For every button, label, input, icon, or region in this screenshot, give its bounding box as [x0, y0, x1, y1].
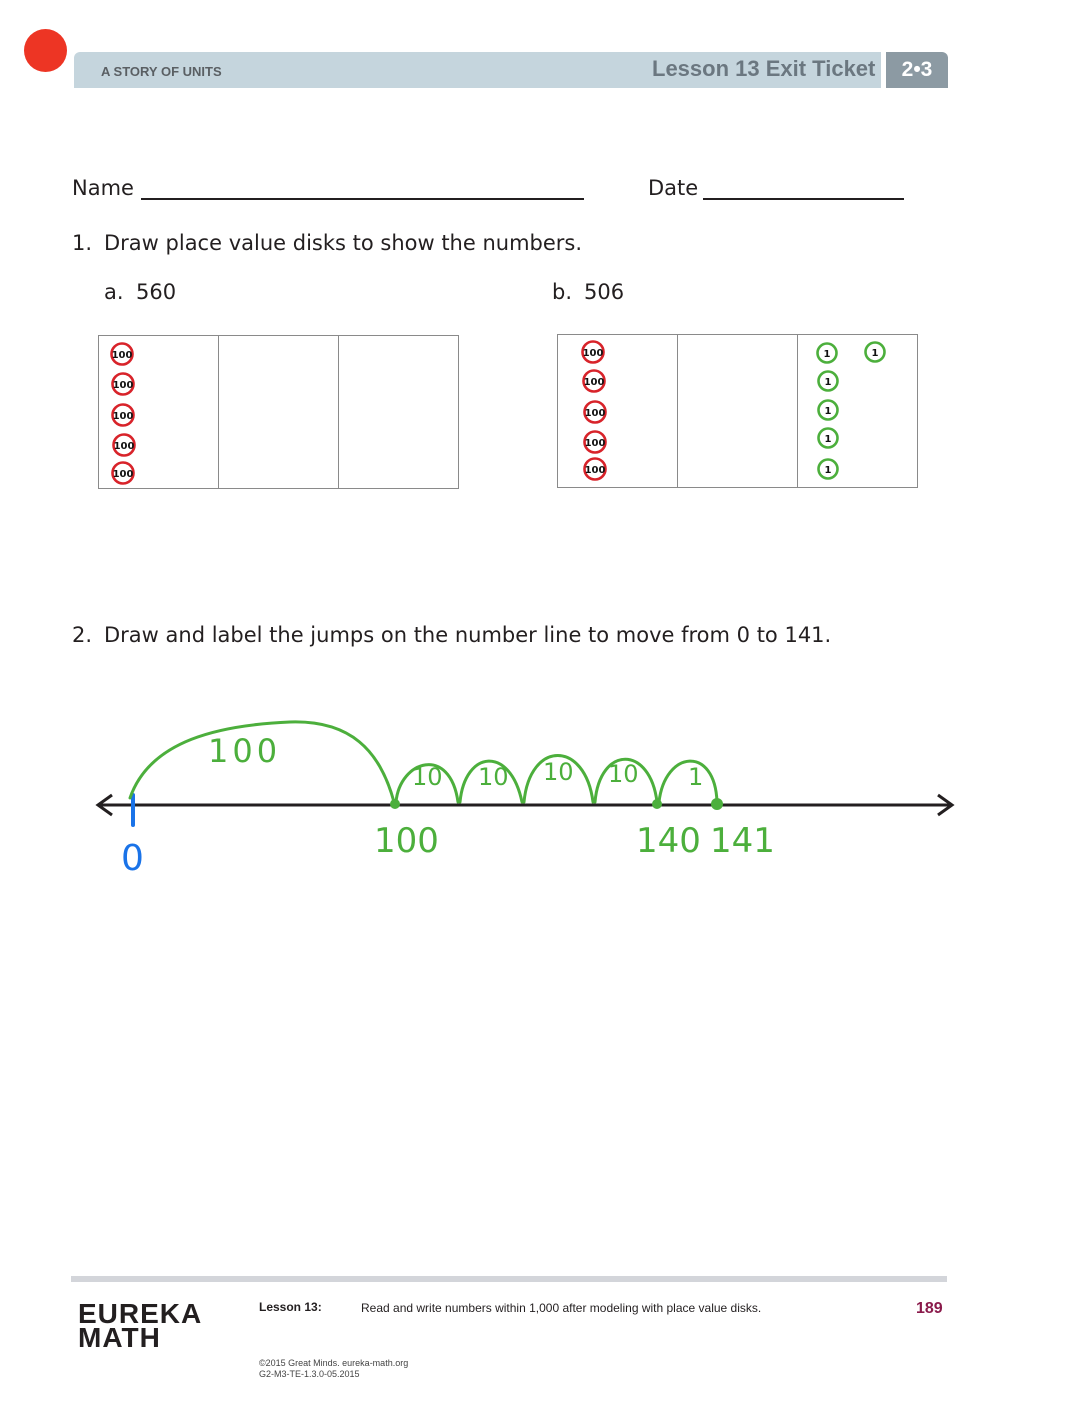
grade-module-badge: 2•3	[886, 52, 948, 88]
label-141: 141	[710, 821, 775, 861]
footer-lesson-description: Read and write numbers within 1,000 after modeling with place value disks.	[361, 1301, 762, 1315]
point-141	[711, 798, 723, 810]
hundred-disk-icon	[112, 344, 133, 365]
eureka-math-logo: EUREKA MATH	[78, 1298, 203, 1353]
hundred-disk-icon	[114, 435, 135, 456]
svg-text:1: 1	[824, 434, 832, 445]
svg-text:100: 100	[584, 438, 606, 449]
jump-100-label: 100	[208, 732, 282, 770]
number-line-drawing[interactable]	[0, 690, 1088, 900]
svg-text:100: 100	[583, 377, 605, 388]
svg-text:100: 100	[111, 350, 133, 361]
hundred-disk-icon	[113, 463, 134, 484]
svg-text:100: 100	[582, 348, 604, 359]
svg-text:1: 1	[823, 349, 831, 360]
name-field[interactable]	[141, 198, 584, 200]
jump-10-label: 10	[412, 763, 443, 791]
svg-text:100: 100	[112, 411, 134, 422]
one-disk-icon	[819, 372, 838, 391]
svg-text:100: 100	[113, 441, 135, 452]
one-disk-icon	[819, 429, 838, 448]
part-a-letter: a.	[104, 280, 124, 304]
name-label: Name	[72, 176, 134, 200]
svg-text:1: 1	[871, 348, 879, 359]
svg-text:100: 100	[584, 408, 606, 419]
problem-1-number: 1.	[72, 231, 93, 255]
problem-2-prompt: Draw and label the jumps on the number line to move from 0 to 141.	[104, 623, 832, 647]
page-number: 189	[916, 1300, 943, 1317]
chart-a-disks	[98, 335, 458, 489]
part-b-value: 506	[584, 280, 625, 304]
footer-divider	[71, 1276, 947, 1282]
label-100: 100	[374, 821, 439, 861]
problem-1-prompt: Draw place value disks to show the numbers.	[104, 231, 583, 255]
hundred-disk-icon	[585, 432, 606, 453]
one-disk-icon	[819, 460, 838, 479]
one-disk-icon	[866, 343, 885, 362]
part-a-value: 560	[136, 280, 177, 304]
problem-2-number: 2.	[72, 623, 93, 647]
zero-label: 0	[121, 838, 144, 879]
series-title: A STORY OF UNITS	[101, 64, 222, 79]
jump-10-label: 10	[478, 763, 509, 791]
one-disk-icon	[819, 401, 838, 420]
point-140	[652, 799, 662, 809]
svg-text:1: 1	[824, 406, 832, 417]
hundred-disk-icon	[113, 405, 134, 426]
hundred-disk-icon	[585, 402, 606, 423]
svg-text:1: 1	[824, 377, 832, 388]
lesson-title: Lesson 13 Exit Ticket	[652, 56, 876, 81]
red-dot-icon	[24, 29, 67, 72]
hundred-disk-icon	[113, 374, 134, 395]
jump-1-label: 1	[688, 763, 704, 791]
svg-text:100: 100	[112, 380, 134, 391]
chart-b-disks	[557, 334, 917, 488]
one-disk-icon	[818, 344, 837, 363]
svg-text:100: 100	[112, 469, 134, 480]
footer-lesson-label: Lesson 13:	[259, 1300, 322, 1314]
hundred-disk-icon	[585, 459, 606, 480]
part-b-letter: b.	[552, 280, 573, 304]
label-140: 140	[636, 821, 701, 861]
date-label: Date	[648, 176, 699, 200]
svg-text:1: 1	[824, 465, 832, 476]
copyright: ©2015 Great Minds. eureka-math.org	[259, 1358, 409, 1368]
date-field[interactable]	[703, 198, 904, 200]
point-100	[390, 799, 400, 809]
jump-10-label: 10	[543, 758, 574, 786]
svg-text:100: 100	[584, 465, 606, 476]
jump-10-label: 10	[608, 760, 639, 788]
hundred-disk-icon	[584, 371, 605, 392]
document-code: G2-M3-TE-1.3.0-05.2015	[259, 1369, 360, 1379]
hundred-disk-icon	[583, 342, 604, 363]
